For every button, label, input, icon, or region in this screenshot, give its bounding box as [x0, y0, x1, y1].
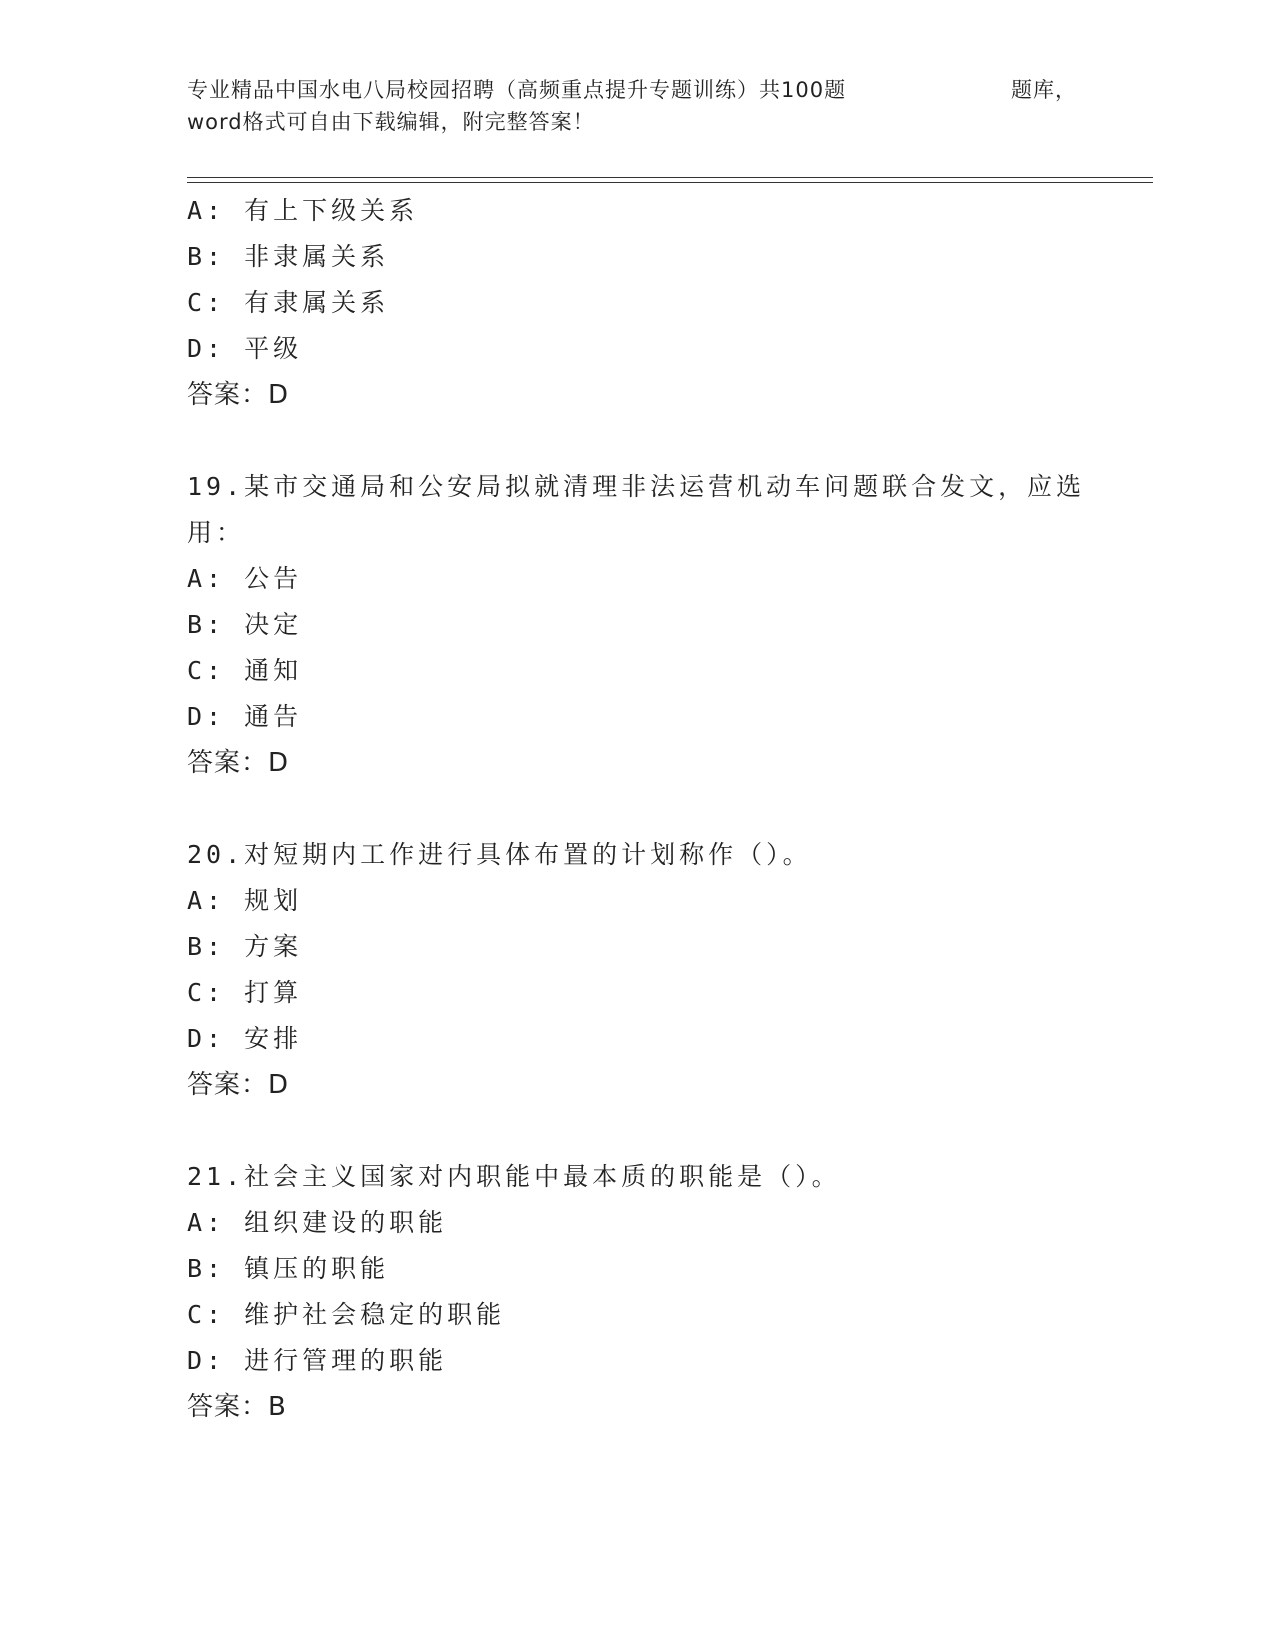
option-c: C: 打算	[187, 978, 303, 1007]
header-title-suffix: 题库，	[1011, 78, 1077, 102]
option-a: A: 组织建设的职能	[187, 1208, 448, 1237]
header-divider-bottom	[187, 182, 1153, 183]
question-21	[187, 1154, 1087, 1430]
question-stem: 20.对短期内工作进行具体布置的计划称作（）。	[187, 840, 812, 869]
question-list	[187, 188, 1087, 1430]
question-18-continued	[187, 188, 1087, 418]
document-header	[187, 74, 1077, 138]
question-gap	[187, 786, 1087, 832]
option-d: D: 通告	[187, 702, 303, 731]
option-c: C: 维护社会稳定的职能	[187, 1300, 506, 1329]
option-b: B: 非隶属关系	[187, 242, 390, 271]
option-a: A: 有上下级关系	[187, 196, 419, 225]
header-line-1	[187, 74, 1077, 106]
option-a: A: 公告	[187, 564, 303, 593]
option-d: D: 进行管理的职能	[187, 1346, 448, 1375]
question-stem: 19.某市交通局和公安局拟就清理非法运营机动车问题联合发文，应选	[187, 472, 1086, 501]
question-gap	[187, 418, 1087, 464]
answer-line: 答案：D	[187, 1070, 290, 1100]
question-stem-continued: 用：	[187, 518, 246, 547]
option-a: A: 规划	[187, 886, 303, 915]
question-20	[187, 832, 1087, 1108]
answer-line: 答案：D	[187, 380, 290, 410]
option-c: C: 通知	[187, 656, 303, 685]
option-b: B: 方案	[187, 932, 303, 961]
question-gap	[187, 1108, 1087, 1154]
header-title: 专业精品中国水电八局校园招聘（高频重点提升专题训练）共100题	[187, 78, 847, 102]
option-c: C: 有隶属关系	[187, 288, 390, 317]
option-b: B: 镇压的职能	[187, 1254, 390, 1283]
question-stem: 21.社会主义国家对内职能中最本质的职能是（）。	[187, 1162, 841, 1191]
question-19	[187, 464, 1087, 786]
option-d: D: 安排	[187, 1024, 303, 1053]
option-d: D: 平级	[187, 334, 303, 363]
header-divider-top	[187, 177, 1153, 178]
answer-line: 答案：B	[187, 1392, 287, 1422]
answer-line: 答案：D	[187, 748, 290, 778]
option-b: B: 决定	[187, 610, 303, 639]
header-line-2: word格式可自由下载编辑，附完整答案！	[187, 110, 595, 134]
